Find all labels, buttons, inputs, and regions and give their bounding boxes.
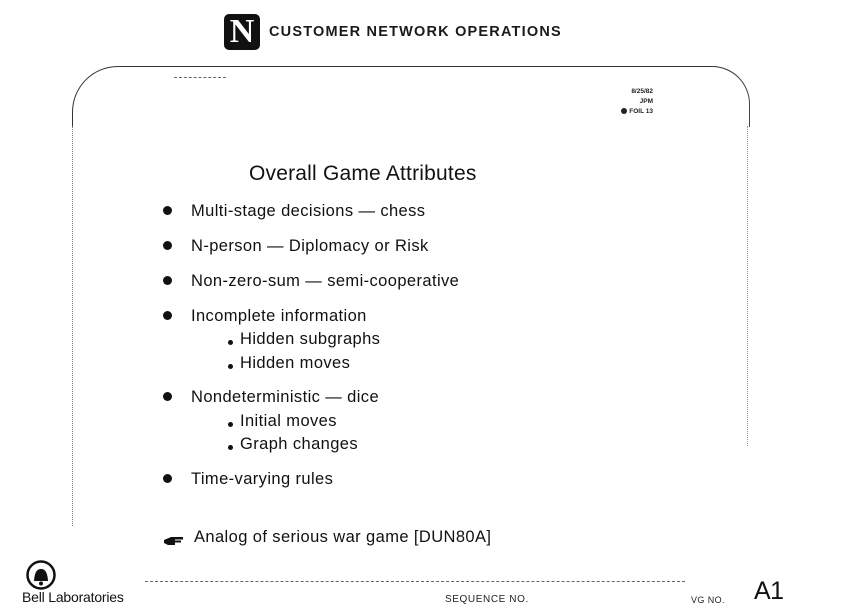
slide-header [224, 13, 562, 51]
meta-date: 8/25/82 [631, 88, 653, 95]
sequence-number-label: SEQUENCE NO. [445, 594, 529, 605]
frame-tick-mark [174, 77, 226, 78]
bullet-dot-icon [163, 241, 172, 250]
sub-bullet-item: Hidden subgraphs [228, 330, 380, 349]
page-code: A1 [754, 577, 784, 605]
sub-bullet-item: Initial moves [228, 412, 337, 431]
bullet-dot-icon [163, 276, 172, 285]
sub-bullet-item: Graph changes [228, 435, 358, 454]
note-text: Analog of serious war game [DUN80A] [194, 528, 492, 546]
n-logo-icon: N [224, 14, 260, 50]
sub-bullet-dot-icon [228, 364, 233, 369]
pointing-hand-icon [163, 533, 185, 547]
bullet-item: Multi-stage decisions — chess [163, 202, 425, 221]
bullet-item: Time-varying rules [163, 470, 333, 489]
footer-divider [145, 581, 685, 582]
bell-icon [22, 560, 60, 592]
bullet-dot-icon [163, 392, 172, 401]
org-name: CUSTOMER NETWORK OPERATIONS [269, 24, 562, 40]
sub-bullet-dot-icon [228, 422, 233, 427]
bullet-item: N-person — Diplomacy or Risk [163, 237, 429, 256]
bullet-item: Incomplete information [163, 307, 367, 326]
slide-frame-left [72, 126, 73, 526]
meta-foil: FOIL 13 [621, 107, 653, 117]
foil-dot-icon [621, 108, 627, 114]
bullet-item: Nondeterministic — dice [163, 388, 379, 407]
company-name: Bell Laboratories [22, 589, 124, 605]
sub-bullet-dot-icon [228, 445, 233, 450]
bullet-item: Non-zero-sum — semi-cooperative [163, 272, 459, 291]
vg-number-label: VG NO. [691, 595, 725, 605]
slide-meta [621, 87, 653, 117]
bullet-dot-icon [163, 474, 172, 483]
meta-initials: JPM [639, 98, 653, 105]
sub-bullet-item: Hidden moves [228, 354, 350, 373]
sub-bullet-dot-icon [228, 340, 233, 345]
bullet-dot-icon [163, 206, 172, 215]
bullet-dot-icon [163, 311, 172, 320]
slide-title: Overall Game Attributes [249, 162, 477, 185]
slide-frame-right [747, 126, 748, 446]
note-line [163, 528, 491, 547]
